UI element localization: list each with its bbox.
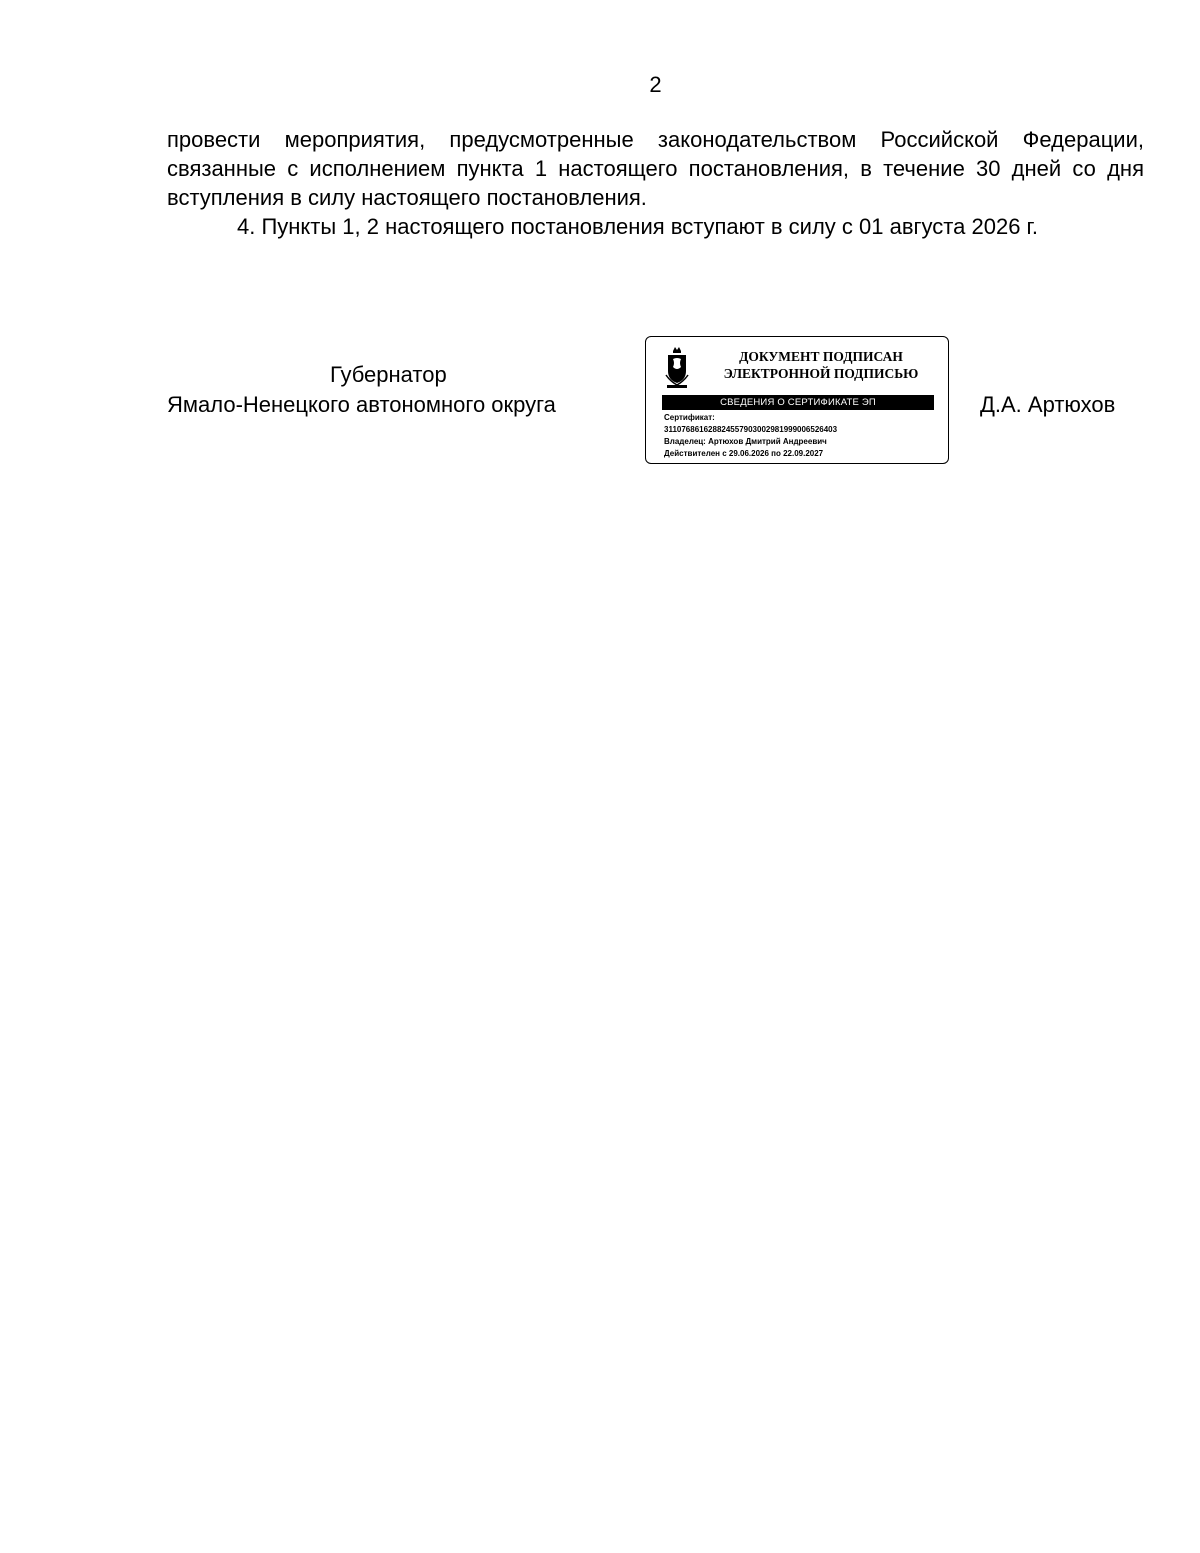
stamp-heading-line-1: ДОКУМЕНТ ПОДПИСАН [739, 349, 903, 364]
signer-position-line-2: Ямало-Ненецкого автономного округа [167, 392, 556, 417]
page-number: 2 [649, 72, 662, 97]
coat-of-arms-icon [664, 345, 690, 389]
signature-block [0, 336, 1200, 476]
certificate-number: 311076861628824557903002981999006526403 [664, 425, 838, 434]
certificate-info-bar: СВЕДЕНИЯ О СЕРТИФИКАТЕ ЭП [662, 395, 934, 410]
paragraph-item-4: 4. Пункты 1, 2 настоящего постановления вступают в силу с 01 августа 2026 г. [237, 214, 1038, 239]
signer-position [167, 360, 627, 420]
certificate-validity: Действителен с 29.06.2026 по 22.09.2027 [664, 449, 824, 458]
certificate-details [664, 412, 944, 460]
signer-name: Д.А. Артюхов [980, 392, 1116, 417]
signer-position-line-1: Губернатор [330, 362, 447, 387]
paragraph-continuation: провести мероприятия, предусмотренные законодательством Российской Федерации, связанные с исполнением пункта 1 настоящего постановления, в течение 30 дней со дня вступления в силу настоящего постановления. [167, 127, 1144, 210]
stamp-heading [706, 348, 936, 382]
electronic-signature-stamp [645, 336, 949, 464]
stamp-heading-line-2: ЭЛЕКТРОННОЙ ПОДПИСЬЮ [723, 366, 919, 381]
certificate-owner: Владелец: Артюхов Дмитрий Андреевич [664, 437, 827, 446]
certificate-label: Сертификат: [664, 413, 715, 422]
document-body [167, 125, 1144, 241]
